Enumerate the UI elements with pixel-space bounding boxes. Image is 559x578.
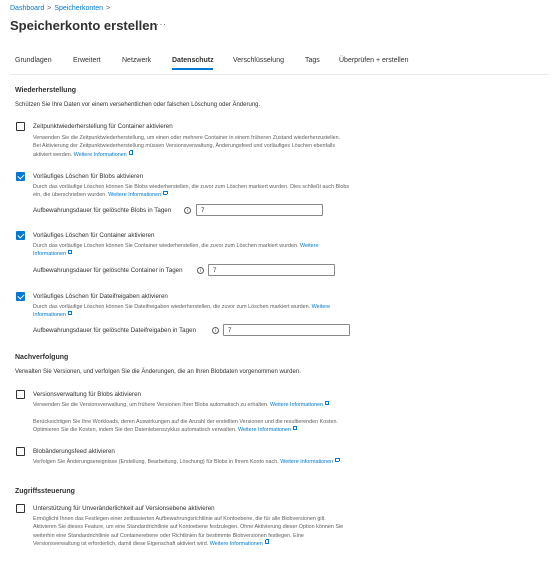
pitr-checkbox[interactable] — [16, 122, 25, 131]
share-soft-delete-learn-more-link-cont[interactable]: Informationen — [33, 312, 66, 319]
container-soft-delete-label: Vorläufiges Löschen für Container aktivieren — [33, 232, 155, 239]
container-soft-delete-learn-more-link[interactable]: Weitere — [299, 243, 319, 249]
change-feed-checkbox[interactable] — [16, 447, 25, 456]
versioning-label: Versionsverwaltung für Blobs aktivieren — [33, 391, 141, 398]
versioning-learn-more-link[interactable]: Weitere Informationen — [270, 402, 323, 408]
external-link-icon — [68, 311, 72, 315]
section-heading-tracking: Nachverfolgung — [15, 354, 69, 361]
pitr-learn-more-link[interactable]: Weitere Informationen — [73, 151, 127, 158]
breadcrumb-separator-icon: > — [106, 5, 111, 12]
external-link-icon — [68, 250, 72, 254]
immutability-description: Ermöglicht Ihnen das Festlegen einer zeitbasierten Aufbewahrungsrichtlinie auf Kontoebene, die für alle Blobversionen gilt. Aktivieren Sie dieses Feature, um eine Standardrichtlinie auf Kontoebene festzulegen. Ohne Aktivierung dieser Option können Sie weiterhin eine Standardrichtlinie auf Containerebene oder Richtlinien für bestimmte Blobversionen festlegen. Eine Versionsverwaltung ist erforderlich, damit diese Eigenschaft aktiviert wird. Weitere Informationen — [33, 516, 344, 547]
blob-soft-delete-checkbox[interactable] — [16, 172, 25, 181]
tabs-divider — [10, 74, 549, 75]
share-soft-delete-checkbox[interactable] — [16, 292, 25, 301]
tracking-description: Verwalten Sie Versionen, und verfolgen Sie die Änderungen, die an Ihren Blobdaten vorgenommen wurden. — [15, 369, 301, 375]
container-soft-delete-learn-more-link-cont[interactable]: Informationen — [33, 251, 66, 258]
info-icon[interactable]: i — [197, 267, 204, 274]
breadcrumb-dashboard[interactable]: Dashboard — [10, 5, 45, 12]
container-retention-label: Aufbewahrungsdauer für gelöschte Container in Tagen — [33, 267, 183, 274]
share-soft-delete-learn-more-link[interactable]: Weitere — [311, 304, 331, 310]
immutability-checkbox[interactable] — [16, 504, 25, 513]
cost-note-learn-more-link[interactable]: Weitere Informationen — [237, 427, 291, 434]
share-soft-delete-description: Durch das vorläufige Löschen können Sie Dateifreigaben wiederherstellen, die zuvor zum Löschen markiert wurden. Weitere Informationen — [33, 304, 331, 319]
share-retention-label: Aufbewahrungsdauer für gelöschte Dateifreigaben in Tagen — [33, 327, 196, 334]
blob-soft-delete-description: Durch das vorläufige Löschen können Sie Blobs wiederherstellen, die zuvor zum Löschen markiert wurden. Dies schließt auch Blobs ein, die überschrieben wurden. Weitere Informationen — [33, 184, 350, 199]
tab-networking[interactable]: Netzwerk — [122, 57, 152, 64]
external-link-icon — [265, 540, 269, 544]
external-link-icon — [163, 191, 167, 195]
blob-soft-delete-label: Vorläufiges Löschen für Blobs aktivieren — [33, 173, 144, 180]
info-icon[interactable]: i — [184, 207, 191, 214]
breadcrumb-separator-icon: > — [47, 5, 52, 12]
container-soft-delete-checkbox[interactable] — [16, 231, 25, 240]
more-options-icon[interactable]: ··· — [156, 19, 167, 29]
versioning-cost-note: Berücksichtigen Sie Ihre Workloads, deren Auswirkungen auf die Anzahl der erstellten Versionen und die resultierenden Kosten. Optimieren Sie die Kosten, indem Sie den Datenlebenszyklus automatisch verwalten. Weitere Informationen — [33, 419, 338, 434]
container-soft-delete-description: Durch das vorläufige Löschen können Sie Container wiederherstellen, die zuvor zum Löschen markiert wurden. Weitere Informationen — [33, 243, 319, 258]
change-feed-label: Blobänderungsfeed aktivieren — [33, 448, 115, 455]
page-title: Speicherkonto erstellen — [10, 18, 158, 33]
versioning-checkbox[interactable] — [16, 390, 25, 399]
blob-soft-delete-learn-more-link[interactable]: Weitere Informationen — [108, 192, 162, 199]
tab-basics[interactable]: Grundlagen — [15, 57, 52, 64]
share-soft-delete-label: Vorläufiges Löschen für Dateifreigaben aktivieren — [33, 293, 168, 300]
container-retention-days-input[interactable] — [208, 264, 335, 276]
share-retention-days-input[interactable] — [223, 324, 350, 336]
tab-tags[interactable]: Tags — [305, 57, 320, 64]
tab-data-protection[interactable]: Datenschutz — [172, 57, 214, 64]
external-link-icon — [129, 151, 133, 155]
info-icon[interactable]: i — [212, 327, 219, 334]
external-link-icon — [293, 426, 297, 430]
recovery-description: Schützen Sie Ihre Daten vor einem versehentlichen oder falschen Löschung oder Änderung. — [15, 102, 261, 108]
immutability-learn-more-link[interactable]: Weitere Informationen — [209, 540, 263, 547]
tab-advanced[interactable]: Erweitert — [73, 57, 101, 64]
section-heading-access-control: Zugriffssteuerung — [15, 488, 75, 495]
tab-review-create[interactable]: Überprüfen + erstellen — [339, 57, 409, 64]
tab-encryption[interactable]: Verschlüsselung — [233, 57, 284, 64]
versioning-description: Verwenden Sie die Versionsverwaltung, um frühere Versionen Ihrer Blobs automatisch zu erhalten. Weitere Informationen — [33, 401, 329, 409]
pitr-description: Verwenden Sie die Zeitpunktwiederherstellung, um einen oder mehrere Container in einem früheren Zustand wiederherzustellen. Bei Aktivierung der Zeitpunktwiederherstellung müssen Versionsverwaltung, Änderungsfeed und vorläufiges Löschen ebenfalls aktiviert werden. Weitere Informationen — [33, 135, 341, 158]
external-link-icon — [335, 458, 339, 462]
pitr-label: Zeitpunktwiederherstellung für Container aktivieren — [33, 123, 173, 130]
blob-retention-label: Aufbewahrungsdauer für gelöschte Blobs in Tagen — [33, 207, 172, 214]
blob-retention-days-input[interactable] — [196, 204, 323, 216]
section-heading-recovery: Wiederherstellung — [15, 87, 77, 94]
change-feed-description: Verfolgen Sie Änderungsereignisse (Erstellung, Bearbeitung, Löschung) für Blobs in Ihrem Konto nach. Weitere Informationen — [33, 458, 339, 466]
external-link-icon — [325, 401, 329, 405]
breadcrumb-storage-accounts[interactable]: Speicherkonten — [54, 5, 103, 12]
active-tab-indicator — [172, 68, 213, 70]
breadcrumb — [10, 5, 113, 12]
change-feed-learn-more-link[interactable]: Weitere Informationen — [280, 459, 334, 465]
immutability-label: Unterstützung für Unveränderlichkeit auf Versionsebene aktivieren — [33, 505, 215, 512]
